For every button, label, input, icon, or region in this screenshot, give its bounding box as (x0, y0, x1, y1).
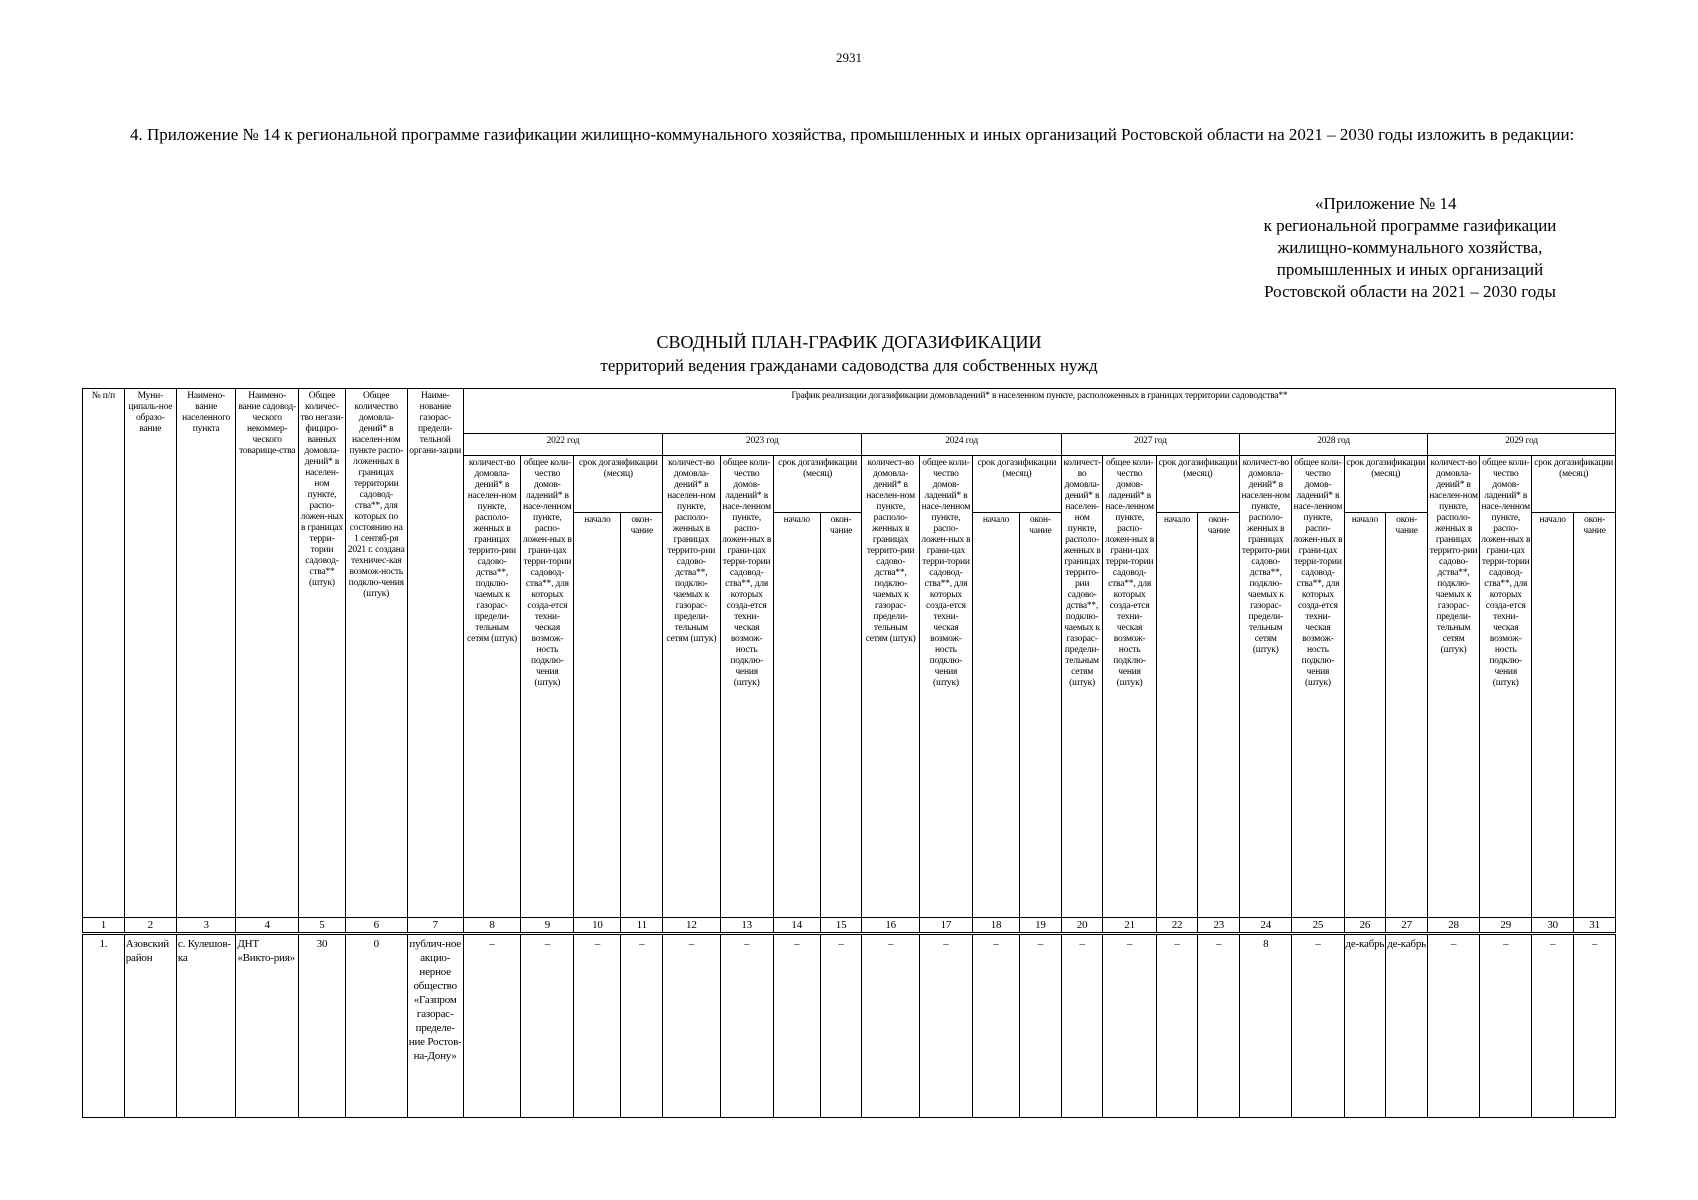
appendix-header (1230, 193, 1590, 303)
column-number: 11 (621, 918, 663, 934)
intro-text: Приложение № 14 к региональной программе газификации жилищно-коммунального хозяйства, промышленных и иных организаций Ростовской области на 2021 – 2030 годы изложить в редакции: (147, 125, 1575, 144)
table-cell: 1. (83, 934, 125, 1118)
column-number: 9 (521, 918, 574, 934)
header-count: количест-во домовла-дений* в населен-ном пункте, располо-женных в границах террито-рии садово-дства**, подклю-чаемых к газорас-предели-тельным сетям (штук) (463, 456, 520, 918)
table-cell: – (574, 934, 621, 1118)
page-number: 2931 (836, 50, 862, 65)
column-number: 30 (1532, 918, 1574, 934)
document-subtitle: территорий ведения гражданами садоводства для собственных нужд (600, 356, 1098, 375)
table-cell: Азовский район (124, 934, 176, 1118)
column-number: 12 (663, 918, 720, 934)
table-cell: – (973, 934, 1020, 1118)
table-cell: – (1020, 934, 1062, 1118)
table-cell: – (1103, 934, 1156, 1118)
appendix-line-5: Ростовской области на 2021 – 2030 годы (1264, 282, 1556, 301)
header-start: начало (574, 513, 621, 918)
header-year: 2029 год (1427, 434, 1615, 456)
table-cell: – (463, 934, 520, 1118)
column-number: 29 (1480, 918, 1532, 934)
header-start: начало (773, 513, 820, 918)
column-number: 7 (407, 918, 463, 934)
column-number: 16 (862, 918, 919, 934)
table-cell: – (663, 934, 720, 1118)
header-term: срок догазификации (месяц) (973, 456, 1062, 513)
table-cell: – (1198, 934, 1240, 1118)
column-number: 6 (345, 918, 407, 934)
table-cell: 30 (298, 934, 345, 1118)
appendix-line-3: жилищно-коммунального хозяйства, (1277, 238, 1543, 257)
column-number: 23 (1198, 918, 1240, 934)
table-cell: публич-ное акцио-нерное общество «Газпром газорас-пределе-ние Ростов-на-Дону» (407, 934, 463, 1118)
header-start: начало (1532, 513, 1574, 918)
table-cell: – (919, 934, 972, 1118)
header-term: срок догазификации (месяц) (1156, 456, 1239, 513)
column-number: 4 (236, 918, 299, 934)
header-count: количест-во домовла-дений* в населен-ном пункте, располо-женных в границах террито-рии садово-дства**, подклю-чаемых к газорас-предели-тельным сетям (штук) (862, 456, 919, 918)
column-number: 25 (1292, 918, 1344, 934)
header-year: 2024 год (862, 434, 1061, 456)
header-count: количест-во домовла-дений* в населен-ном пункте, располо-женных в границах террито-рии садово-дства**, подклю-чаемых к газорас-предели-тельным сетям (штук) (1240, 456, 1292, 918)
column-number-row (83, 918, 1616, 934)
column-number: 14 (773, 918, 820, 934)
header-partnership: Наимено-вание садовод-ческого некоммер-ческого товарище-ства (236, 389, 299, 918)
header-gdo: Наиме-нование газорас-предели-тельной органи-зации (407, 389, 463, 918)
table-cell: – (773, 934, 820, 1118)
table-cell: – (820, 934, 862, 1118)
table-cell: – (1292, 934, 1344, 1118)
column-number: 3 (176, 918, 235, 934)
header-count: количест-во домовла-дений* в населен-ном пункте, располо-женных в границах террито-рии садово-дства**, подклю-чаемых к газорас-предели-тельным сетям (штук) (1427, 456, 1479, 918)
table-cell: – (1427, 934, 1479, 1118)
column-number: 31 (1574, 918, 1616, 934)
header-municipality: Муни-ципаль-ное образо-вание (124, 389, 176, 918)
table-cell: – (1480, 934, 1532, 1118)
header-term: срок догазификации (месяц) (773, 456, 862, 513)
column-number: 24 (1240, 918, 1292, 934)
column-number: 19 (1020, 918, 1062, 934)
header-total: общее коли-чество домов-ладений* в насе-ленном пункте, распо-ложен-ных в грани-цах терри-тории садовод-ства**, для которых созда-ется техни-ческая возмож-ность подклю-чения (штук) (919, 456, 972, 918)
header-total: общее коли-чество домов-ладений* в насе-ленном пункте, распо-ложен-ных в грани-цах терри-тории садовод-ства**, для которых созда-ется техни-ческая возмож-ность подклю-чения (штук) (1103, 456, 1156, 918)
intro-number: 4. (130, 125, 143, 144)
appendix-line-4: промышленных и иных организаций (1276, 260, 1544, 279)
header-end: окон-чание (820, 513, 862, 918)
column-number: 17 (919, 918, 972, 934)
column-number: 22 (1156, 918, 1198, 934)
table-cell: – (1532, 934, 1574, 1118)
table-cell: – (720, 934, 773, 1118)
header-end: окон-чание (621, 513, 663, 918)
table-cell: – (1061, 934, 1103, 1118)
table-cell: – (621, 934, 663, 1118)
appendix-line-2: к региональной программе газификации (1263, 216, 1557, 235)
header-term: срок догазификации (месяц) (1532, 456, 1616, 513)
column-number: 5 (298, 918, 345, 934)
header-settlement: Наимено-вание населенного пункта (176, 389, 235, 918)
header-count: количест-во домовла-дений* в населен-ном пункте, располо-женных в границах террито-рии садово-дства**, подклю-чаемых к газорас-предели-тельным сетям (штук) (663, 456, 720, 918)
header-year: 2028 год (1240, 434, 1428, 456)
column-number: 21 (1103, 918, 1156, 934)
column-number: 15 (820, 918, 862, 934)
column-number: 1 (83, 918, 125, 934)
table-cell: с. Кулешов-ка (176, 934, 235, 1118)
column-number: 18 (973, 918, 1020, 934)
column-number: 28 (1427, 918, 1479, 934)
column-number: 8 (463, 918, 520, 934)
column-number: 13 (720, 918, 773, 934)
table-cell: де-кабрь (1344, 934, 1386, 1118)
table-cell: – (1574, 934, 1616, 1118)
column-number: 2 (124, 918, 176, 934)
table-cell: 0 (345, 934, 407, 1118)
header-end: окон-чание (1574, 513, 1616, 918)
header-total: общее коли-чество домов-ладений* в насе-ленном пункте, распо-ложен-ных в грани-цах терри-тории садовод-ства**, для которых созда-ется техни-ческая возмож-ность подклю-чения (штук) (521, 456, 574, 918)
header-end: окон-чание (1020, 513, 1062, 918)
header-total: общее коли-чество домов-ладений* в насе-ленном пункте, распо-ложен-ных в грани-цах терри-тории садовод-ства**, для которых созда-ется техни-ческая возмож-ность подклю-чения (штук) (1292, 456, 1344, 918)
header-term: срок догазификации (месяц) (574, 456, 663, 513)
column-number: 20 (1061, 918, 1103, 934)
header-start: начало (973, 513, 1020, 918)
header-end: окон-чание (1198, 513, 1240, 918)
schedule-table (82, 388, 1616, 1118)
header-total: общее коли-чество домов-ладений* в насе-ленном пункте, распо-ложен-ных в грани-цах терри-тории садовод-ства**, для которых созда-ется техни-ческая возмож-ность подклю-чения (штук) (720, 456, 773, 918)
header-start: начало (1156, 513, 1198, 918)
table-cell: 8 (1240, 934, 1292, 1118)
header-year: 2027 год (1061, 434, 1239, 456)
column-number: 26 (1344, 918, 1386, 934)
table-cell: – (521, 934, 574, 1118)
table-cell: де-кабрь (1386, 934, 1428, 1118)
header-num: № п/п (83, 389, 125, 918)
table-cell: ДНТ «Викто-рия» (236, 934, 299, 1118)
intro-paragraph (82, 124, 1622, 145)
header-count: количест-во домовла-дений* в населен-ном пункте, располо-женных в границах террито-рии садово-дства**, подклю-чаемых к газорас-предели-тельным сетям (штук) (1061, 456, 1103, 918)
header-year: 2022 год (463, 434, 662, 456)
table-cell: – (1156, 934, 1198, 1118)
table-row (83, 934, 1616, 1118)
header-total-possible: Общее количество домовла-дений* в населен-ном пункте распо-ложенных в границах территории садовод-ства**, для которых по состоянию на 1 сентяб-ря 2021 г. создана техничес-кая возмож-ность подклю-чения (штук) (345, 389, 407, 918)
header-schedule: График реализации догазификации домовладений* в населенном пункте, расположенных в границах территории садоводства** (463, 389, 1615, 434)
document-title: СВОДНЫЙ ПЛАН-ГРАФИК ДОГАЗИФИКАЦИИ (656, 332, 1042, 352)
header-total-ungasified: Общее количес-тво негази-фициро-ванных домовла-дений* в населен-ном пункте, распо-ложен-ных в границах терри-тории садовод-ства** (штук) (298, 389, 345, 918)
header-end: окон-чание (1386, 513, 1428, 918)
column-number: 27 (1386, 918, 1428, 934)
appendix-line-1: «Приложение № 14 (1315, 194, 1457, 213)
header-term: срок догазификации (месяц) (1344, 456, 1427, 513)
header-start: начало (1344, 513, 1386, 918)
header-year: 2023 год (663, 434, 862, 456)
header-total: общее коли-чество домов-ладений* в насе-ленном пункте, распо-ложен-ных в грани-цах терри-тории садовод-ства**, для которых созда-ется техни-ческая возмож-ность подклю-чения (штук) (1480, 456, 1532, 918)
column-number: 10 (574, 918, 621, 934)
table-cell: – (862, 934, 919, 1118)
